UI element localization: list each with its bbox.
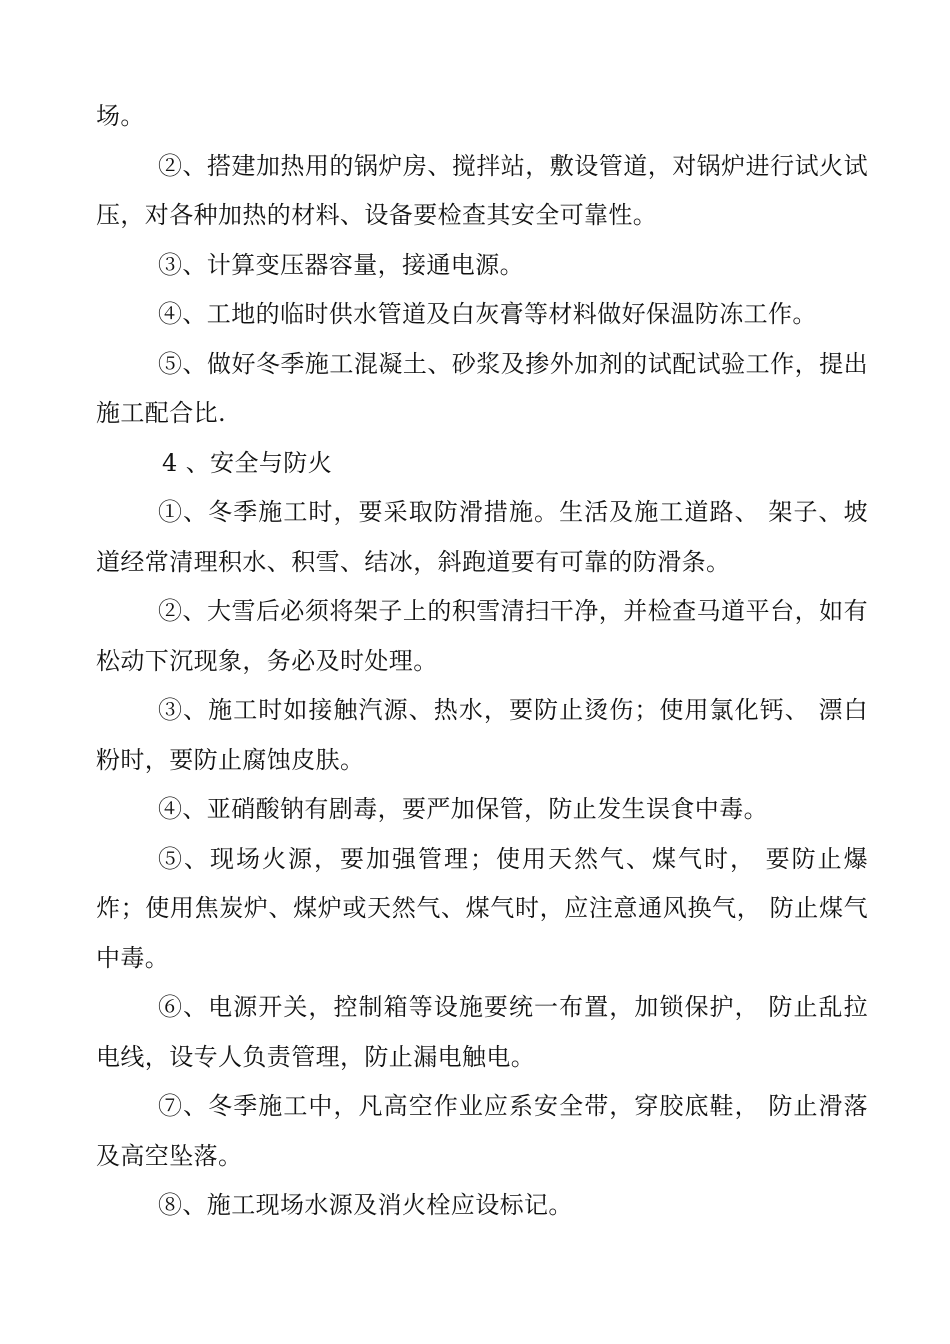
paragraph-safety-5-fire-source: ⑤、现场火源，要加强管理；使用天然气、煤气时， 要防止爆炸；使用焦炭炉、煤炉或天然气、煤气时，应注意通风换气， 防止煤气中毒。	[96, 844, 868, 972]
document-body	[96, 92, 868, 1231]
paragraph-safety-8-hydrant: ⑧、施工现场水源及消火栓应设标记。	[158, 1191, 573, 1219]
paragraph-item-5-trial-mix: ⑤、做好冬季施工混凝土、砂浆及掺外加剂的试配试验工作，提出施工配合比.	[96, 349, 868, 427]
paragraph-safety-3-scald: ③、施工时如接触汽源、热水，要防止烫伤；使用氯化钙、 漂白粉时，要防止腐蚀皮肤。	[96, 696, 868, 774]
paragraph-continuation: 场。	[96, 102, 145, 130]
paragraph-safety-2-snow: ②、大雪后必须将架子上的积雪清扫干净，并检查马道平台，如有松动下沉现象，务必及时处理。	[96, 597, 868, 675]
paragraph-safety-1-anti-slip: ①、冬季施工时，要采取防滑措施。生活及施工道路、 架子、坡道经常清理积水、积雪、结冰，斜跑道要有可靠的防滑条。	[96, 498, 868, 576]
paragraph-item-3-transformer: ③、计算变压器容量，接通电源。	[158, 250, 524, 279]
paragraph-item-2-boiler: ②、搭建加热用的锅炉房、搅拌站，敷设管道，对锅炉进行试火试压，对各种加热的材料、设备要检查其安全可靠性。	[96, 151, 868, 229]
section-heading-safety-fire: 4 、安全与防火	[162, 448, 333, 477]
paragraph-safety-7-height: ⑦、冬季施工中，凡高空作业应系安全带，穿胶底鞋， 防止滑落及高空坠落。	[96, 1092, 868, 1170]
paragraph-item-4-water-pipes: ④、工地的临时供水管道及白灰膏等材料做好保温防冻工作。	[158, 300, 817, 328]
paragraph-safety-4-nitrite: ④、亚硝酸钠有剧毒，要严加保管，防止发生误食中毒。	[158, 795, 768, 823]
paragraph-safety-6-power: ⑥、电源开关，控制箱等设施要统一布置，加锁保护， 防止乱拉电线，设专人负责管理，防止漏电触电。	[96, 993, 868, 1071]
